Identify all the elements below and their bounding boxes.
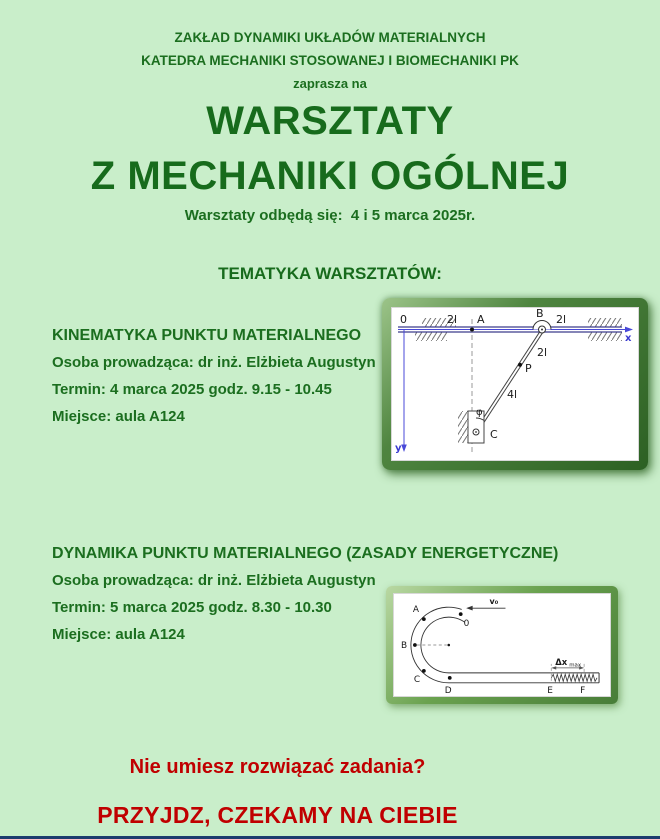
point-a-label: A: [477, 313, 485, 326]
x-axis-arrow: [625, 327, 633, 333]
workshop-2-lecturer: Osoba prowadząca: dr inż. Elżbieta Augustyn: [52, 572, 376, 589]
workshop-2-venue: Miejsce: aula A124: [52, 626, 185, 643]
kinematics-figure-frame: [382, 298, 648, 470]
arc-center-dot: [447, 644, 450, 647]
topics-heading: TEMATYKA WARSZTATÓW:: [218, 264, 442, 283]
rod-edge-2: [475, 330, 541, 431]
origin-label: 0: [400, 313, 407, 326]
support-hatch-right-top: [588, 318, 622, 327]
point-p-label: P: [525, 362, 532, 375]
velocity-label: v₀: [489, 597, 499, 607]
point-b-label: B: [400, 640, 408, 651]
closing-invite: PRZYJDZ, CZEKAMY NA CIEBIE: [97, 802, 458, 828]
rod-upper-label: 2l: [537, 346, 548, 359]
point-c-dot: [422, 669, 426, 673]
workshop-1-schedule: Termin: 4 marca 2025 godz. 9.15 - 10.45: [52, 381, 332, 398]
institute-line2: KATEDRA MECHANIKI STOSOWANEJ I BIOMECHANIKI PK: [141, 53, 519, 68]
support-hatch-left-bottom: [415, 332, 447, 341]
workshop-1-venue: Miejsce: aula A124: [52, 408, 185, 425]
pin-c-center: [475, 431, 477, 433]
workshop-1-title: KINEMATYKA PUNKTU MATERIALNEGO: [52, 327, 362, 344]
kinematics-diagram: [392, 308, 638, 460]
dynamics-figure: [393, 593, 611, 697]
workshop-2-schedule: Termin: 5 marca 2025 godz. 8.30 - 10.30: [52, 599, 332, 616]
point-d-dot: [448, 676, 452, 680]
left-span-label: 2l: [447, 313, 458, 326]
point-f-label: F: [580, 685, 586, 696]
point-c-label: C: [490, 428, 498, 441]
title-line2: Z MECHANIKI OGÓLNEJ: [90, 154, 570, 198]
page-title: [0, 94, 660, 204]
point-0-label: 0: [463, 619, 470, 630]
point-b-label: B: [536, 308, 544, 320]
point-d-label: D: [444, 685, 452, 696]
point-b-dot: [413, 643, 417, 647]
point-a-dot: [470, 328, 474, 332]
point-c-label: C: [413, 674, 421, 685]
point-0-dot: [459, 612, 463, 616]
rod-edge-1: [477, 332, 543, 433]
right-span-label: 2l: [556, 313, 567, 326]
spring-zigzag: [551, 674, 597, 681]
workshop-2-title: DYNAMIKA PUNKTU MATERIALNEGO (ZASADY ENERGETYCZNE): [52, 545, 559, 562]
dynamics-figure-frame: [386, 586, 618, 704]
workshop-1-lecturer: Osoba prowadząca: dr inż. Elżbieta Augustyn: [52, 354, 376, 371]
support-hatch-right-bottom: [588, 332, 622, 341]
dx-label: Δx: [555, 656, 568, 667]
x-axis-label: x: [625, 333, 632, 344]
support-hatch-c: [458, 411, 468, 443]
closing-question: Nie umiesz rozwiązać zadania?: [129, 756, 426, 778]
point-a-label: A: [412, 605, 420, 616]
kinematics-figure: [391, 307, 639, 461]
institute-line1: ZAKŁAD DYNAMIKI UKŁADÓW MATERIALNYCH: [174, 30, 486, 45]
pin-b-center: [541, 329, 543, 331]
y-axis-label: y: [395, 443, 402, 454]
title-line1: WARSZTATY: [206, 99, 454, 143]
velocity-arrow-head: [466, 606, 472, 611]
point-a-dot: [422, 617, 426, 621]
point-p-dot: [518, 363, 522, 367]
rod-lower-label: 4l: [507, 388, 518, 401]
dates-line: Warsztaty odbędą się: 4 i 5 marca 2025r.: [184, 207, 476, 224]
angle-label: φ: [476, 407, 483, 418]
invite-intro: zaprasza na: [293, 76, 367, 91]
dx-sub-label: max: [569, 662, 582, 669]
point-e-label: E: [547, 685, 553, 696]
y-axis-arrow: [401, 445, 407, 453]
dynamics-diagram: [394, 594, 610, 696]
institute-header: [0, 26, 660, 95]
